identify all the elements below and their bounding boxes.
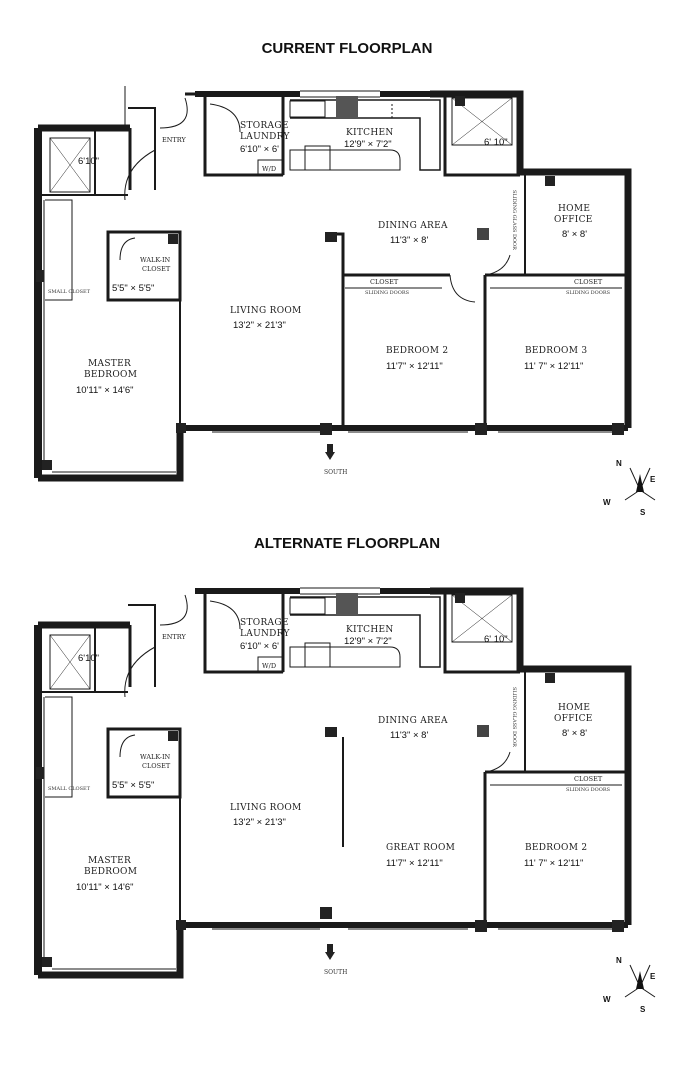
alt-walkin-label-1: WALK-IN (140, 753, 171, 761)
alt-living-dim: 13'2" × 21'3" (233, 817, 286, 828)
alt-home-office-label-2: OFFICE (554, 714, 593, 724)
sliding-doors-b3: SLIDING DOORS (566, 290, 611, 296)
current-floorplan-drawing (0, 0, 694, 530)
alt-walkin-dim: 5'5" × 5'5" (112, 780, 155, 791)
home-office-label-1: HOME (558, 204, 591, 214)
walkin-label-2: CLOSET (142, 265, 171, 273)
alt-dining-dim: 11'3" × 8' (390, 730, 429, 741)
alt-compass-n: N (616, 956, 622, 965)
living-label: LIVING ROOM (230, 306, 302, 316)
alternate-floorplan-title: ALTERNATE FLOORPLAN (253, 535, 441, 552)
home-office-dim: 8' × 8' (562, 229, 588, 240)
alt-walkin-label-2: CLOSET (142, 762, 171, 770)
alt-master-dim: 10'11" × 14'6" (76, 882, 134, 893)
dining-label: DINING AREA (378, 221, 448, 231)
kitchen-dim: 12'9" × 7'2" (344, 139, 392, 150)
wd-label: W/D (262, 165, 277, 173)
bedroom2-label: BEDROOM 2 (386, 346, 449, 356)
alt-living-label: LIVING ROOM (230, 803, 302, 813)
alt-small-closet-label: SMALL CLOSET (48, 786, 91, 792)
compass-n: N (616, 459, 622, 468)
kitchen-label: KITCHEN (346, 128, 394, 138)
alt-bath2-dim: 6' 10" (484, 634, 508, 645)
alt-sliding-glass-door-label: SLIDING GLASS DOOR (511, 687, 517, 747)
compass-w: W (603, 498, 611, 507)
master-label-1: MASTER (88, 359, 132, 369)
alt-home-office-dim: 8' × 8' (562, 728, 588, 739)
alt-kitchen-dim: 12'9" × 7'2" (344, 636, 392, 647)
alt-storage-dim: 6'10" × 6' (240, 641, 279, 652)
alt-compass-e: E (650, 972, 656, 981)
bath1-dim: 6'10" (78, 156, 100, 167)
bedroom3-label: BEDROOM 3 (525, 346, 588, 356)
laundry-label: LAUNDRY (240, 132, 290, 142)
alt-bath1-dim: 6'10" (78, 653, 100, 664)
alt-kitchen-label: KITCHEN (346, 625, 394, 635)
bedroom2-dim: 11'7" × 12'11" (386, 361, 443, 372)
walkin-label-1: WALK-IN (140, 256, 171, 264)
alt-bedroom2-dim: 11' 7" × 12'11" (524, 858, 584, 869)
master-dim: 10'11" × 14'6" (76, 385, 134, 396)
compass-e: E (650, 475, 656, 484)
alt-home-office-label-1: HOME (558, 703, 591, 713)
alt-closet-label: CLOSET (574, 775, 603, 783)
master-label-2: BEDROOM (84, 370, 138, 380)
sliding-glass-door-label: SLIDING GLASS DOOR (511, 190, 517, 250)
alt-sliding-doors: SLIDING DOORS (566, 787, 611, 793)
closet-label-b2: CLOSET (370, 278, 399, 286)
dining-dim: 11'3" × 8' (390, 235, 429, 246)
alt-compass-w: W (603, 995, 611, 1004)
alt-entry-label: ENTRY (162, 633, 186, 641)
small-closet-label: SMALL CLOSET (48, 289, 91, 295)
home-office-label-2: OFFICE (554, 215, 593, 225)
sliding-doors-b2: SLIDING DOORS (365, 290, 410, 296)
alt-storage-label: STORAGE (240, 618, 289, 628)
current-floorplan-title: CURRENT FLOORPLAN (261, 40, 433, 57)
storage-label: STORAGE (240, 121, 289, 131)
south-label: SOUTH (324, 469, 348, 476)
great-room-label: GREAT ROOM (386, 843, 456, 853)
alt-compass-s: S (640, 1005, 646, 1014)
alt-master-label-1: MASTER (88, 856, 132, 866)
compass-s: S (640, 508, 646, 517)
bath2-dim: 6' 10" (484, 137, 508, 148)
closet-label-b3: CLOSET (574, 278, 603, 286)
storage-dim: 6'10" × 6' (240, 144, 279, 155)
alt-dining-label: DINING AREA (378, 716, 448, 726)
alt-bedroom2-label: BEDROOM 2 (525, 843, 588, 853)
bedroom3-dim: 11' 7" × 12'11" (524, 361, 584, 372)
alt-laundry-label: LAUNDRY (240, 629, 290, 639)
alt-south-label: SOUTH (324, 969, 348, 976)
great-room-dim: 11'7" × 12'11" (386, 858, 443, 869)
alt-master-label-2: BEDROOM (84, 867, 138, 877)
entry-label: ENTRY (162, 136, 186, 144)
alt-wd-label: W/D (262, 662, 277, 670)
walkin-dim: 5'5" × 5'5" (112, 283, 155, 294)
living-dim: 13'2" × 21'3" (233, 320, 286, 331)
